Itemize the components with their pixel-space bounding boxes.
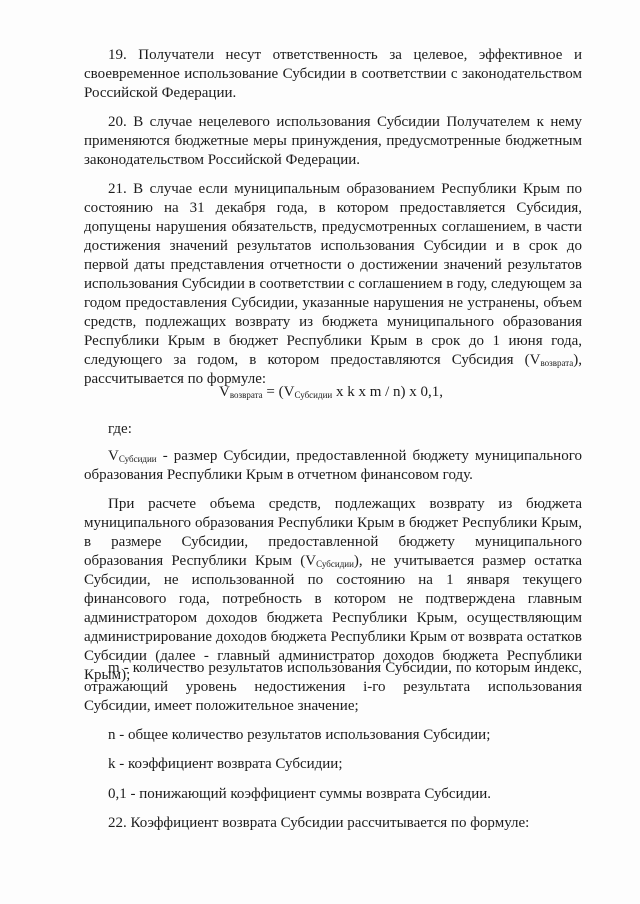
definition-coefficient-01: 0,1 - понижающий коэффициент суммы возврата Субсидии.	[108, 786, 492, 802]
where-label: где:	[108, 421, 132, 437]
paragraph-calculation: При расчете объема средств, подлежащих возврату из бюджета муниципального образования Республики Крым в бюджет Республики Крым, в размере Субсидии, предоставленной бюджету муниципального образования Республики Крым $(V_{Субсидии})$, не учитывается размер остатка Субсидии, не использованной по состоянию на 1 января текущего финансового года, потребность в котором не подтверждена главным администратором доходов бюджета Республики Крым, осуществляющим администрирование доходов бюджета Республики Крым от возврата остатков Субсидии (далее - главный администратор доходов бюджета Республики Крым);	[84, 496, 583, 683]
definition-m: m - количество результатов использования Субсидии, по которым индекс, отражающий уровень недостижения i-го результата использования Субсидии, имеет положительное значение;	[84, 660, 582, 714]
paragraph-22: 22. Коэффициент возврата Субсидии рассчитывается по формуле:	[108, 815, 530, 831]
definition-n: n - общее количество результатов использования Субсидии;	[108, 727, 491, 743]
paragraph-19: 19. Получатели несут ответственность за целевое, эффективное и своевременное использование Субсидии в соответствии с законодательством Российской Федерации.	[84, 47, 582, 101]
definition-v-subsidii: $V_{Субсидии}$ - размер Субсидии, предоставленной бюджету муниципального образования Республики Крым в отчетном финансовом году.	[84, 448, 582, 483]
definition-k: k - коэффициент возврата Субсидии;	[108, 756, 343, 772]
paragraph-20: 20. В случае нецелевого использования Субсидии Получателем к нему применяются бюджетные меры принуждения, предусмотренные бюджетным законодательством Российской Федерации.	[84, 114, 582, 168]
formula-v-vozvrata: $V_{возврата} = (V_{Субсидии}$ x k x m / n) x 0,1,	[219, 384, 444, 400]
paragraph-21: 21. В случае если муниципальным образованием Республики Крым по состоянию на 31 декабря года, в котором предоставляется Субсидия, допущены нарушения обязательств, предусмотренных соглашением, в части достижения значений результатов использования Субсидии и в срок до первой даты представления отчетности о достижении значений результатов использования Субсидии в соответствии с соглашением в году, следующем за годом предоставления Субсидии, указанные нарушения не устранены, объем средств, подлежащих возврату из бюджета муниципального образования Республики Крым в бюджет Республики Крым в срок до 1 июня года, следующего за годом, в котором предоставляются Субсидия $(V_{возврата})$, рассчитывается по формуле:	[84, 181, 582, 387]
